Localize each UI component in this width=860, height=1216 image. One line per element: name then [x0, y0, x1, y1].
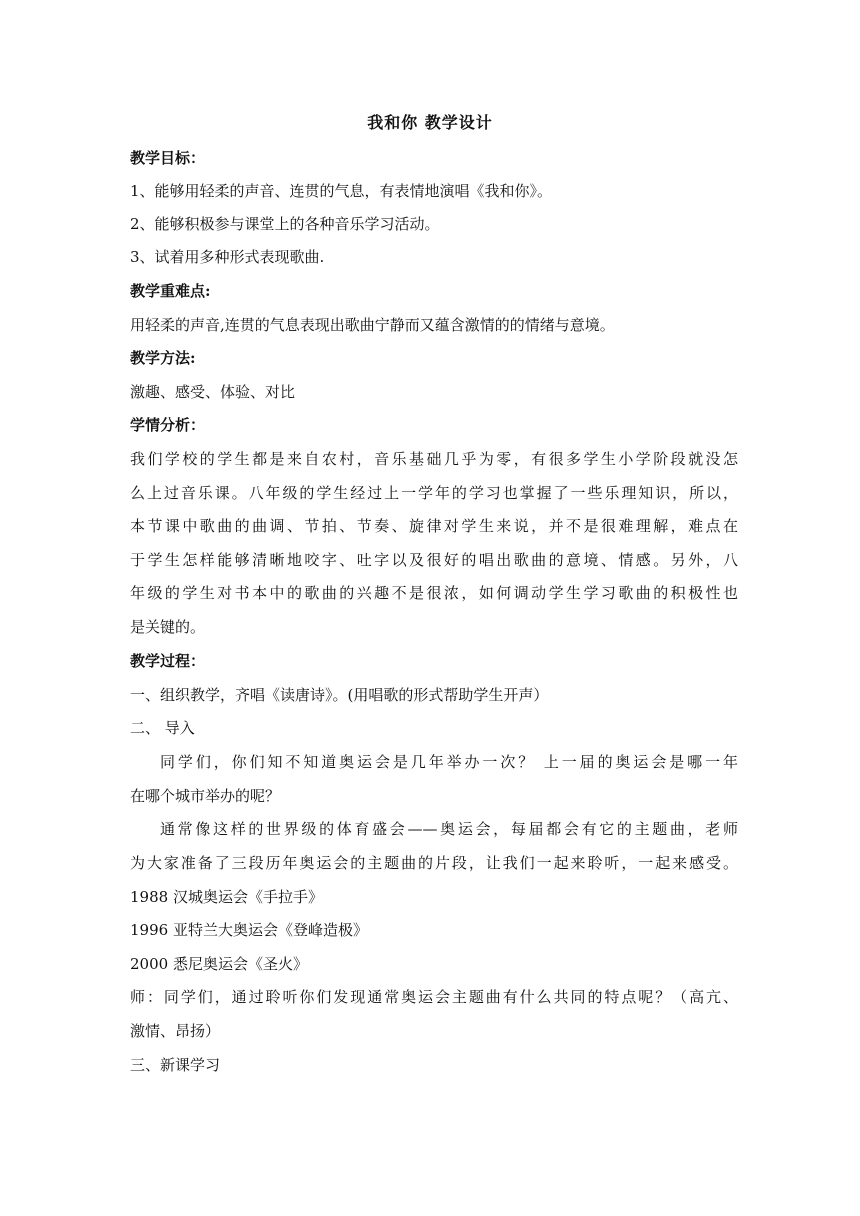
analysis-line: 是关键的。	[130, 618, 206, 636]
intro-paragraph-line: 在哪个城市举办的呢？	[130, 787, 281, 805]
intro-paragraph-line: 为大家准备了三段历年奥运会的主题曲的片段，让我们一起来聆听，一起来感受。	[130, 854, 738, 872]
process-step: 一、组织教学，齐唱《读唐诗》。(用唱歌的形式帮助学生开声）	[130, 686, 549, 704]
methods-heading: 教学方法:	[130, 349, 196, 367]
keypoints-text: 用轻柔的声音,连贯的气息表现出歌曲宁静而又蕴含激情的的情绪与意境。	[130, 316, 615, 334]
intro-paragraph-line: 同学们，你们知不知道奥运会是几年举办一次？ 上一届的奥运会是哪一年	[160, 753, 738, 771]
analysis-line: 于学生怎样能够清晰地咬字、吐字以及很好的唱出歌曲的意境、情感。另外，八	[130, 551, 738, 569]
objective-item: 2、能够积极参与课堂上的各种音乐学习活动。	[130, 215, 440, 233]
teacher-question-line: 师：同学们，通过聆听你们发现通常奥运会主题曲有什么共同的特点呢？（高亢、	[130, 988, 738, 1006]
objective-item: 3、试着用多种形式表现歌曲.	[130, 248, 325, 266]
analysis-line: 本节课中歌曲的曲调、节拍、节奏、旋律对学生来说，并不是很难理解，难点在	[130, 517, 738, 535]
keypoints-heading: 教学重难点:	[130, 282, 211, 300]
analysis-line: 我们学校的学生都是来自农村，音乐基础几乎为零，有很多学生小学阶段就没怎	[130, 450, 738, 468]
document-title: 我和你 教学设计	[367, 113, 493, 132]
methods-text: 激趣、感受、体验、对比	[130, 383, 296, 401]
intro-paragraph-line: 通常像这样的世界级的体育盛会——奥运会，每届都会有它的主题曲，老师	[160, 820, 738, 838]
teacher-question-line: 激情、昂扬）	[130, 1022, 221, 1040]
song-item: 2000 悉尼奥运会《圣火》	[130, 955, 308, 973]
objective-item: 1、能够用轻柔的声音、连贯的气息，有表情地演唱《我和你》。	[130, 182, 553, 200]
process-step: 二、 导入	[130, 719, 195, 737]
analysis-line: 年级的学生对书本中的歌曲的兴趣不是很浓，如何调动学生学习歌曲的积极性也	[130, 584, 738, 602]
song-item: 1996 亚特兰大奥运会《登峰造极》	[130, 921, 368, 939]
objectives-heading: 教学目标：	[130, 149, 206, 167]
process-heading: 教学过程：	[130, 652, 206, 670]
analysis-heading: 学情分析：	[130, 416, 206, 434]
process-step: 三、新课学习	[130, 1056, 221, 1074]
song-item: 1988 汉城奥运会《手拉手》	[130, 888, 323, 906]
analysis-line: 么上过音乐课。八年级的学生经过上一学年的学习也掌握了一些乐理知识，所以，	[130, 484, 738, 502]
